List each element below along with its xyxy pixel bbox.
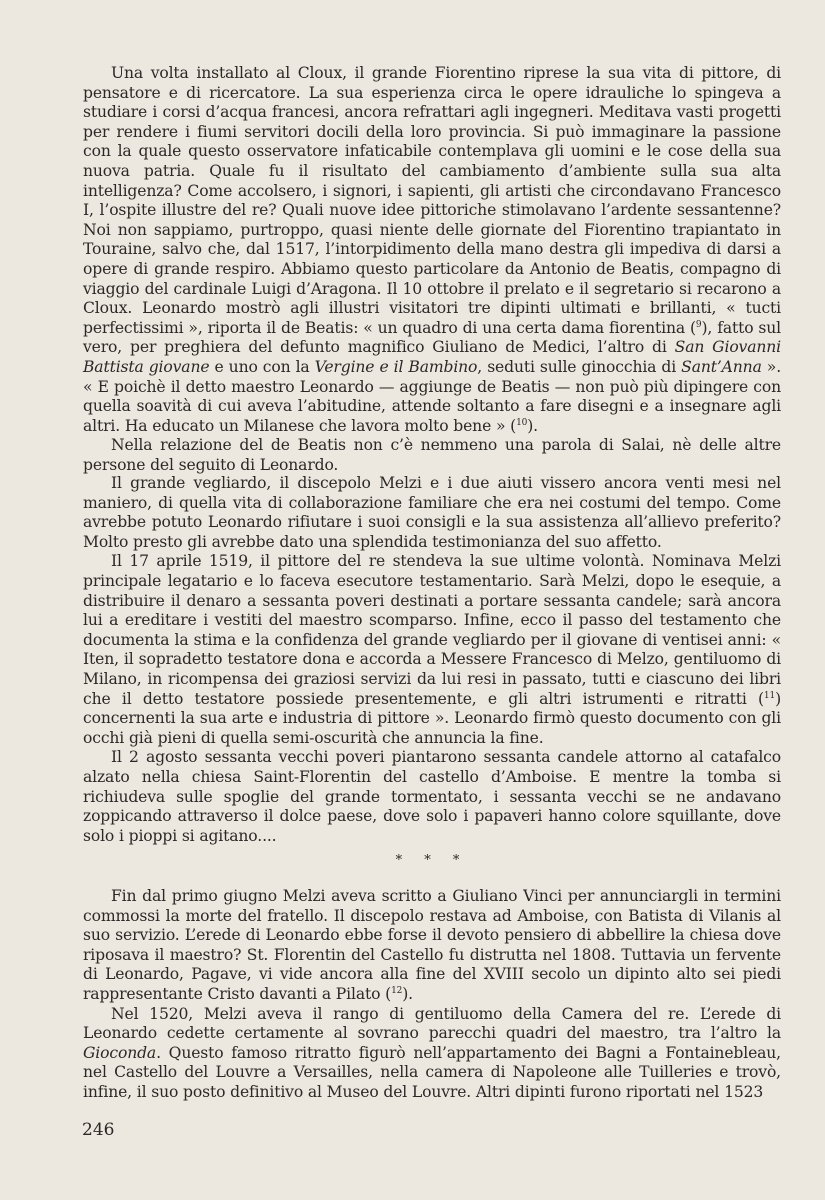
paragraph [83,887,781,1005]
text-run: Nel 1520, Melzi aveva il rango di gentiluomo della Camera del re. L’erede di Leonardo cedette certamente al sovrano parecchi quadri del maestro, tra l’altro la [83,1004,781,1043]
paragraph [83,552,781,748]
footnote-ref: 11 [763,690,776,701]
section-cloux [83,64,781,475]
text-run: Fin dal primo giugno Melzi aveva scritto a Giuliano Vinci per annunciargli in termini commossi la morte del fratello. Il discepolo restava ad Amboise, con Batista di Vilanis al suo servizio. L’erede di Leonardo ebbe forse il devoto pensiero di abbellire la chiesa dove riposava il maestro? St. Florentin del Castello fu distrutta nel 1808. Tuttavia un fervente di Leonardo, Pagave, vi vide ancora alla fine del XVIII secolo un dipinto alto sei piedi rappresentante Cristo davanti a Pilato ( [83,887,781,1003]
paragraph: Il grande vegliardo, il discepolo Melzi e i due aiuti vissero ancora venti mesi nel maniero, di quella vita di collaborazione familiare che era nei costumi del tempo. Come avrebbe potuto Leonardo rifiutare i suoi consigli e la sua assistenza all’allievo preferito? Molto presto gli avrebbe dato una splendida testimonianza del suo affetto. [83,474,781,551]
text-run: , seduti sulle ginocchia di [477,357,682,376]
footnote-ref: 9 [695,319,702,330]
text-run: e uno con la [209,357,315,376]
footnote-ref: 10 [516,417,528,428]
text-run: . Questo famoso ritratto figurò nell’appartamento dei Bagni a Fontainebleau, nel Castello del Louvre a Versailles, nella camera di Napoleone alle Tuilleries e trovò, infine, il suo posto definitivo al Museo del Louvre. Altri dipinti furono riportati nel 1523 [83,1043,781,1101]
paragraph: Nella relazione del de Beatis non c’è nemmeno una parola di Salai, nè delle altre persone del seguito di Leonardo. [83,436,781,474]
text-run: ). [402,984,413,1003]
page-number: 246 [82,1120,115,1140]
paragraph [83,1005,781,1103]
text-run: Una volta installato al Cloux, il grande Fiorentino riprese la sua vita di pittore, di pensatore e di ricercatore. La sua esperienza circa le opere idrauliche lo spingeva a studiare i corsi d’acqua francesi, ancora refrattari agli ingegneri. Meditava vasti progetti per rendere i fiumi servitori docili della loro provincia. Si può immaginare la passione con la quale questo osservatore infaticabile contemplava gli uomini e le cose della sua nuova patria. Quale fu il risultato del cambiamento d’ambiente sulla sua alta intelligenza? Come accolsero, i signori, i sapienti, gli artisti che circondavano Francesco I, l’ospite illustre del re? Quali nuove idee pittoriche stimolavano l’ardente sessantenne? Noi non sappiamo, purtroppo, quasi niente delle giornate del Fiorentino trapiantato in Touraine, salvo che, dal 1517, l’intorpidimento della mano destra gli impediva di darsi a opere di grande respiro. Abbiamo questo particolare da Antonio de Beatis, compagno di viaggio del cardinale Luigi d’Aragona. Il 10 ottobre il prelato e il segretario si recarono a Cloux. Leonardo mostrò agli illustri visitatori tre dipinti ultimati e brillanti, « tucti perfectissimi », riporta il de Beatis: « un quadro di una certa dama fiorentina ( [83,64,781,337]
section-testament [83,474,781,846]
paragraph: Il 2 agosto sessanta vecchi poveri piantarono sessanta candele attorno al catafalco alzato nella chiesa Saint-Florentin del castello d’Amboise. E mentre la tomba si richiudeva sulle spoglie del grande tormentato, i sessanta vecchi se ne andavano zoppicando attraverso il dolce paese, dove solo i papaveri hanno colore squillante, dove solo i pioppi si agitano.... [83,748,781,845]
artwork-title: Vergine e il Bambino [314,357,478,376]
section-aftermath [83,887,781,1103]
text-run: ). [527,416,538,435]
text-run: Il 17 aprile 1519, il pittore del re stendeva la sue ultime volontà. Nominava Melzi principale legatario e lo faceva esecutore testamentario. Sarà Melzi, dopo le esequie, a distribuire il denaro a sessanta poveri destinati a portare sessanta candele; sarà ancora lui a ereditare i vestiti del maestro scomparso. Infine, ecco il passo del testamento che documenta la stima e la confidenza del grande vegliardo per il giovane di ventisei anni: « Iten, il sopradetto testatore dona e accorda a Messere Francesco di Melzo, gentiluomo di Milano, in ricompensa dei graziosi servizi da lui resi in passato, tutti e ciascuno dei libri che il detto testatore possiede presentemente, e gli altri istrumenti e ritratti ( [83,552,781,708]
artwork-title: Gioconda [83,1043,157,1062]
paragraph [83,64,781,436]
footnote-ref: 12 [391,985,403,996]
text-run: ». « E poichè il detto maestro Leonardo — aggiunge de Beatis — non può più dipingere con quella soavità di cui aveva l’abitudine, attende soltanto a fare disegni e a insegnare agli altri. Ha educato un Milanese che lavora molto bene » ( [83,357,782,435]
artwork-title: San Giovanni Battista giovane [83,338,781,376]
text-run: ) concernenti la sua arte e industria di pittore ». Leonardo firmò questo documento con gli occhi già pieni di quella semi-oscurità che annuncia la fine. [83,689,781,747]
section-separator: * * * [395,853,469,868]
text-run: ), fatto sul vero, per preghiera del defunto magnifico Giuliano de Medici, l’altro di [83,318,781,357]
artwork-title: Sant’Anna [681,357,762,376]
